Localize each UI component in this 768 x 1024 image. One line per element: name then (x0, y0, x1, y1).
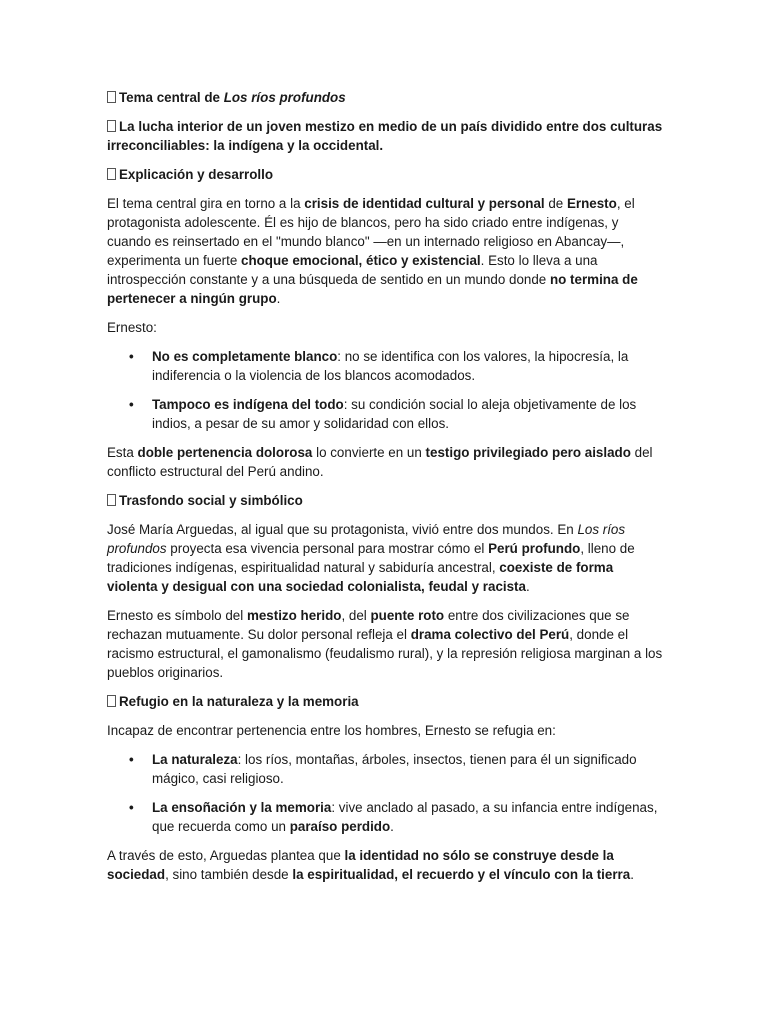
missing-glyph-icon (107, 695, 116, 707)
paragraph-incapaz: Incapaz de encontrar pertenencia entre los hombres, Ernesto se refugia en: (107, 723, 556, 738)
refugio-list (107, 750, 663, 836)
list-item: • Tampoco es indígena del todo: su condición social lo aleja objetivamente de los indios, a pesar de su amor y solidaridad con ellos. (129, 397, 637, 431)
ernesto-label: Ernesto: (107, 320, 157, 335)
bullet-icon: • (129, 752, 134, 767)
bullet-icon: • (129, 800, 134, 815)
paragraph-conclusion: A través de esto, Arguedas plantea que la identidad no sólo se construye desde la sociedad, sino también desde la espiritualidad, el recuerdo y el vínculo con la tierra. (107, 848, 634, 882)
list-item: • No es completamente blanco: no se identifica con los valores, la hipocresía, la indiferencia o la violencia de los blancos acomodados. (129, 349, 629, 383)
missing-glyph-icon (107, 494, 116, 506)
heading-tema-central: Tema central de Los ríos profundos (107, 88, 663, 107)
bullet-icon: • (129, 397, 134, 412)
paragraph-doble-pertenencia: Esta doble pertenencia dolorosa lo convierte en un testigo privilegiado pero aislado del conflicto estructural del Perú andino. (107, 445, 653, 479)
heading-trasfondo: Trasfondo social y simbólico (107, 491, 663, 510)
heading-explicacion: Explicación y desarrollo (107, 165, 663, 184)
paragraph-mestizo-herido: Ernesto es símbolo del mestizo herido, del puente roto entre dos civilizaciones que se rechazan mutuamente. Su dolor personal refleja el drama colectivo del Perú, donde el racismo estructural, el gamonalismo (feudalismo rural), y la represión religiosa marginan a los pueblos originarios. (107, 608, 663, 680)
missing-glyph-icon (107, 91, 116, 103)
paragraph-crisis-identidad: El tema central gira en torno a la crisis de identidad cultural y personal de Ernesto, el protagonista adolescente. Él es hijo de blancos, pero ha sido criado entre indígenas, y cuando es reinsertado en el "mundo blanco" —en un internado religioso en Abancay—, experimenta un fuerte choque emocional, ético y existencial. Esto lo lleva a una introspección constante y a una búsqueda de sentido en un mundo donde no termina de pertenecer a ningún grupo. (107, 196, 638, 306)
ernesto-list (107, 347, 663, 433)
paragraph-arguedas: José María Arguedas, al igual que su protagonista, vivió entre dos mundos. En Los ríos profundos proyecta esa vivencia personal para mostrar cómo el Perú profundo, lleno de tradiciones indígenas, espiritualidad natural y sabiduría ancestral, coexiste de forma violenta y desigual con una sociedad colonialista, feudal y racista. (107, 522, 635, 594)
list-item: • La naturaleza: los ríos, montañas, árboles, insectos, tienen para él un significado mágico, casi religioso. (129, 752, 637, 786)
missing-glyph-icon (107, 120, 116, 132)
list-item: • La ensoñación y la memoria: vive anclado al pasado, a su infancia entre indígenas, que recuerda como un paraíso perdido. (129, 800, 658, 834)
missing-glyph-icon (107, 168, 116, 180)
heading-refugio: Refugio en la naturaleza y la memoria (107, 692, 663, 711)
bullet-icon: • (129, 349, 134, 364)
thesis-statement: La lucha interior de un joven mestizo en medio de un país dividido entre dos culturas irreconciliables: la indígena y la occidental. (107, 119, 663, 153)
document-page (107, 88, 663, 894)
